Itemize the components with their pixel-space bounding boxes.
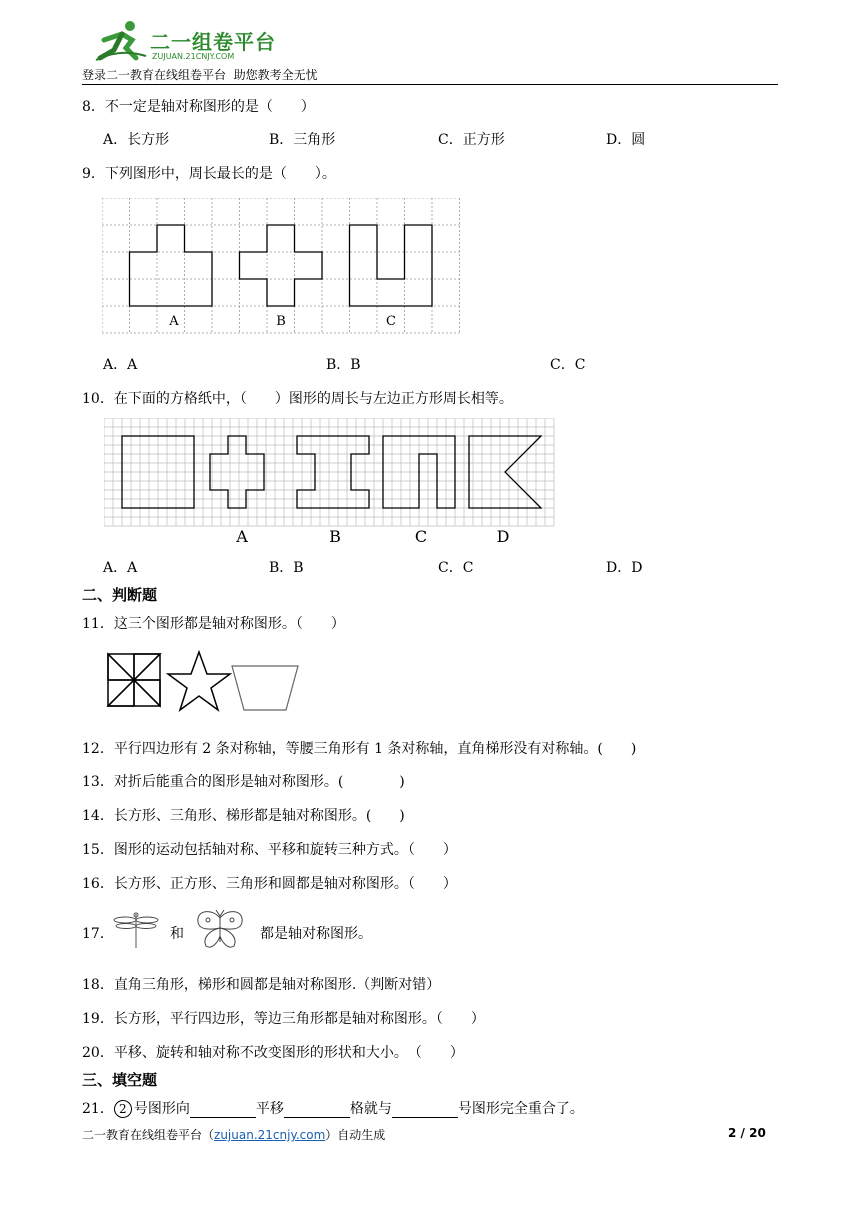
q21-part3: 格就与: [349, 1101, 392, 1117]
header-logo: [92, 18, 292, 64]
header-divider: [82, 84, 778, 85]
q8-option-a: A．长方形: [103, 132, 170, 148]
q8-option-c: C．正方形: [438, 132, 505, 148]
q8-option-b: B．三角形: [269, 132, 336, 148]
page-number: 2 / 20: [728, 1126, 766, 1140]
footer-right: ）自动生成: [325, 1128, 386, 1142]
q10-label-d: D: [496, 527, 510, 546]
q10-label-b: B: [329, 527, 341, 546]
star-icon: [168, 652, 230, 710]
section-judgement-heading: 二、判断题: [82, 586, 158, 604]
q9-grid-figure: [102, 198, 462, 336]
question-14: 14．长方形、三角形、梯形都是轴对称图形。( ): [82, 808, 405, 824]
q11-figures: [104, 648, 300, 714]
question-11: 11．这三个图形都是轴对称图形。（ ）: [82, 616, 345, 632]
q21-part4: 号图形完全重合了。: [457, 1101, 584, 1117]
q9-label-a: A: [169, 314, 179, 329]
question-9: 9．下列图形中，周长最长的是（ ）。: [82, 166, 336, 182]
q10-option-b: B．B: [269, 560, 304, 576]
question-20: 20．平移、旋转和轴对称不改变图形的形状和大小。 （ ）: [82, 1045, 464, 1061]
footer-link[interactable]: zujuan.21cnjy.com: [214, 1128, 326, 1142]
question-12: 12．平行四边形有 2 条对称轴，等腰三角形有 1 条对称轴，直角梯形没有对称轴。( ): [82, 741, 637, 757]
q10-grid-figure: [104, 418, 560, 548]
runner-logo-icon: [92, 18, 148, 64]
q21-part2: 平移: [255, 1101, 284, 1117]
q21-blank-2[interactable]: [284, 1103, 350, 1118]
q9-option-a: A．A: [103, 357, 138, 373]
q10-option-d: D．D: [606, 560, 643, 576]
question-17-tail: 都是轴对称图形。: [260, 926, 372, 942]
circled-number: 2: [114, 1100, 132, 1118]
q21-blank-1[interactable]: [190, 1103, 256, 1118]
pinwheel-icon: [108, 654, 160, 706]
question-10: 10．在下面的方格纸中，（ ）图形的周长与左边正方形周长相等。: [82, 391, 513, 407]
trapezoid-icon: [232, 666, 298, 710]
q10-option-a: A．A: [103, 560, 138, 576]
logo-subtext: ZUJUAN.21CNJY.COM: [152, 52, 235, 61]
footer-left: 二一教育在线组卷平台（: [82, 1128, 215, 1142]
dragonfly-icon: [113, 910, 159, 950]
header-slogan: 登录二一教育在线组卷平台 助您教考全无忧: [82, 68, 318, 82]
q21-blank-3[interactable]: [392, 1103, 458, 1118]
question-13: 13．对折后能重合的图形是轴对称图形。( ): [82, 774, 405, 790]
butterfly-icon: [194, 908, 246, 952]
q9-shape-a: [130, 225, 213, 306]
footer: [82, 1126, 385, 1143]
q9-shape-c: [350, 225, 433, 306]
question-15: 15．图形的运动包括轴对称、平移和旋转三种方式。（ ）: [82, 842, 457, 858]
q21-number: 21．: [82, 1101, 114, 1117]
q10-label-c: C: [414, 527, 428, 546]
q9-label-b: B: [276, 314, 286, 329]
q9-shape-b: [240, 225, 323, 306]
question-8: 8．不一定是轴对称图形的是（ ）: [82, 99, 315, 115]
q9-label-c: C: [386, 314, 396, 329]
q9-option-b: B．B: [326, 357, 361, 373]
question-18: 18．直角三角形，梯形和圆都是轴对称图形.（判断对错）: [82, 977, 441, 993]
q21-part1: 号图形向: [133, 1101, 190, 1117]
q10-label-a: A: [236, 527, 248, 546]
q8-option-d: D．圆: [606, 132, 646, 148]
q9-option-c: C．C: [550, 357, 586, 373]
question-19: 19．长方形，平行四边形，等边三角形都是轴对称图形。（ ）: [82, 1011, 485, 1027]
question-17-and: 和: [170, 926, 184, 942]
section-fill-heading: 三、填空题: [82, 1071, 158, 1089]
question-21: [82, 1098, 584, 1118]
question-17-number: 17．: [82, 926, 114, 942]
logo-text: 二一组卷平台: [150, 30, 276, 54]
q10-option-c: C．C: [438, 560, 474, 576]
question-16: 16．长方形、正方形、三角形和圆都是轴对称图形。（ ）: [82, 876, 457, 892]
